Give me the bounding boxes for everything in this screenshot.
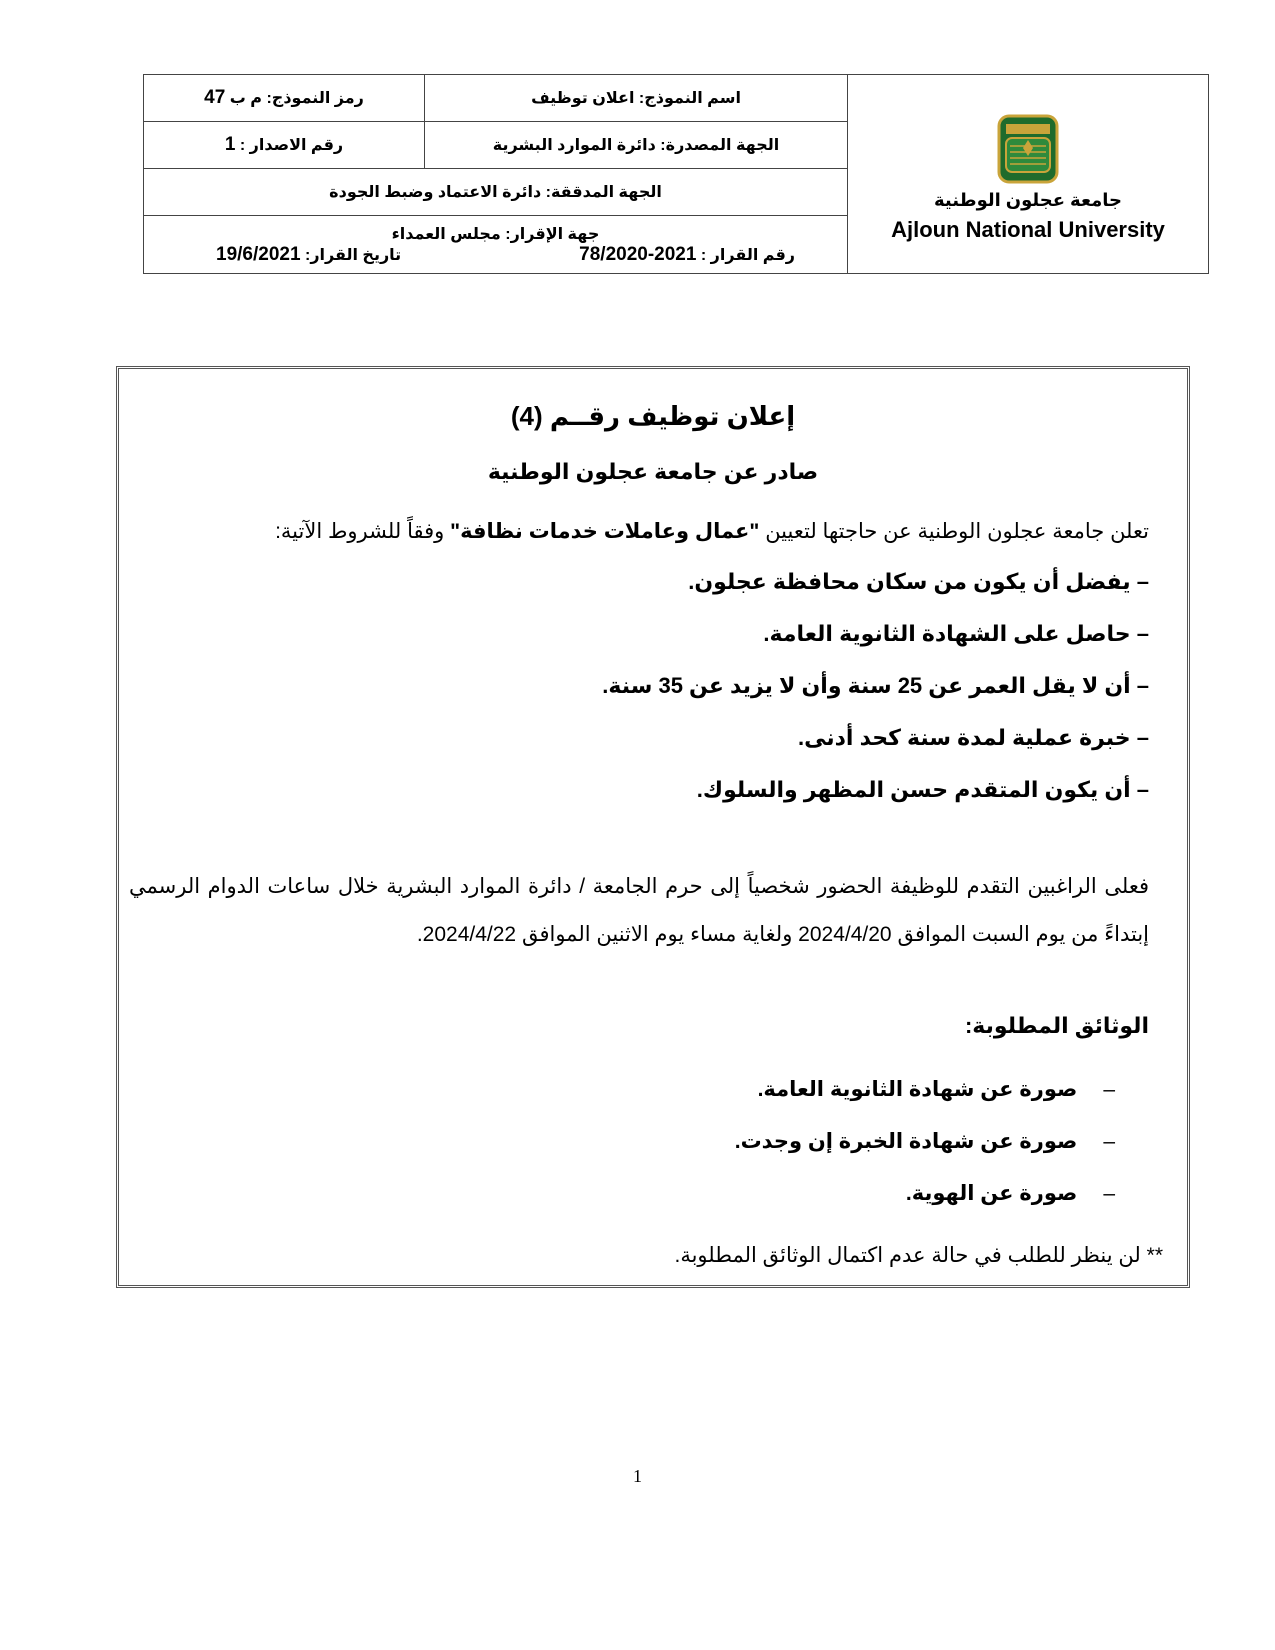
- announcement-intro: [275, 519, 1149, 544]
- decision-date-label: تاريخ القرار:: [304, 246, 402, 264]
- university-name-english: Ajloun National University: [891, 216, 1165, 242]
- university-crest-icon: [997, 114, 1059, 184]
- intro-text-start: تعلن جامعة عجلون الوطنية عن حاجتها لتعيين: [759, 520, 1149, 543]
- condition-item: – حاصل على الشهادة الثانوية العامة.: [763, 621, 1149, 646]
- approval-body: جهة الإقرار: مجلس العمداء: [391, 225, 600, 243]
- form-code-value: 47: [204, 87, 226, 109]
- document-item: –صورة عن الهوية.: [905, 1182, 1115, 1205]
- announcement-subtitle: صادر عن جامعة عجلون الوطنية: [487, 459, 819, 484]
- document-item-label: صورة عن شهادة الثانوية العامة.: [757, 1078, 1078, 1101]
- announcement-title: إعلان توظيف رقــم (4): [510, 401, 796, 431]
- decision-number-label: رقم القرار :: [700, 246, 795, 264]
- announcement-frame: [116, 366, 1190, 1288]
- application-instructions: فعلى الراغبين التقدم للوظيفة الحضور شخصياً إلى حرم الجامعة / دائرة الموارد البشرية خلال ساعات الدوام الرسمي إبتداءً من يوم السبت الموافق 2024/4/20 ولغاية مساء يوم الاثنين الموافق 2024/4/22.: [129, 875, 1149, 946]
- form-name-cell: اسم النموذج: اعلان توظيف: [425, 75, 848, 122]
- document-item: –صورة عن شهادة الخبرة إن وجدت.: [734, 1130, 1115, 1153]
- edition-label: رقم الاصدار :: [239, 137, 344, 155]
- document-item: –صورة عن شهادة الثانوية العامة.: [757, 1078, 1115, 1101]
- job-title-highlight: "عمال وعاملات خدمات نظافة": [450, 520, 760, 543]
- document-item-label: صورة عن الهوية.: [905, 1182, 1078, 1205]
- condition-item: – أن يكون المتقدم حسن المظهر والسلوك.: [696, 777, 1149, 802]
- decision-number-value: 78/2020-2021: [579, 243, 697, 265]
- condition-item: – يفضل أن يكون من سكان محافظة عجلون.: [688, 569, 1149, 594]
- form-code-label: رمز النموذج: م ب: [229, 90, 364, 108]
- university-name-arabic: جامعة عجلون الوطنية: [934, 189, 1122, 210]
- edition-cell: [144, 122, 425, 169]
- edition-value: 1: [224, 134, 236, 156]
- decision-date-value: 19/6/2021: [216, 243, 301, 265]
- form-code-cell: [144, 75, 425, 122]
- document-item-label: صورة عن شهادة الخبرة إن وجدت.: [734, 1130, 1078, 1153]
- condition-item: – خبرة عملية لمدة سنة كحد أدنى.: [798, 725, 1149, 750]
- issuing-body-cell: الجهة المصدرة: دائرة الموارد البشرية: [425, 122, 848, 169]
- incomplete-documents-note: ** لن ينظر للطلب في حالة عدم اكتمال الوثائق المطلوبة.: [674, 1244, 1163, 1267]
- approval-cell: [144, 216, 848, 274]
- form-header-table: [143, 74, 1209, 274]
- university-logo-cell: [848, 75, 1209, 274]
- decision-number: [579, 244, 795, 266]
- page-number: 1: [633, 1466, 642, 1486]
- intro-text-end: وفقاً للشروط الآتية:: [275, 520, 451, 543]
- auditing-body-cell: الجهة المدققة: دائرة الاعتماد وضبط الجودة: [144, 169, 848, 216]
- documents-title: الوثائق المطلوبة:: [964, 1013, 1149, 1038]
- decision-row: [156, 244, 835, 266]
- decision-date: [216, 244, 401, 266]
- condition-item: – أن لا يقل العمر عن 25 سنة وأن لا يزيد عن 35 سنة.: [602, 673, 1149, 698]
